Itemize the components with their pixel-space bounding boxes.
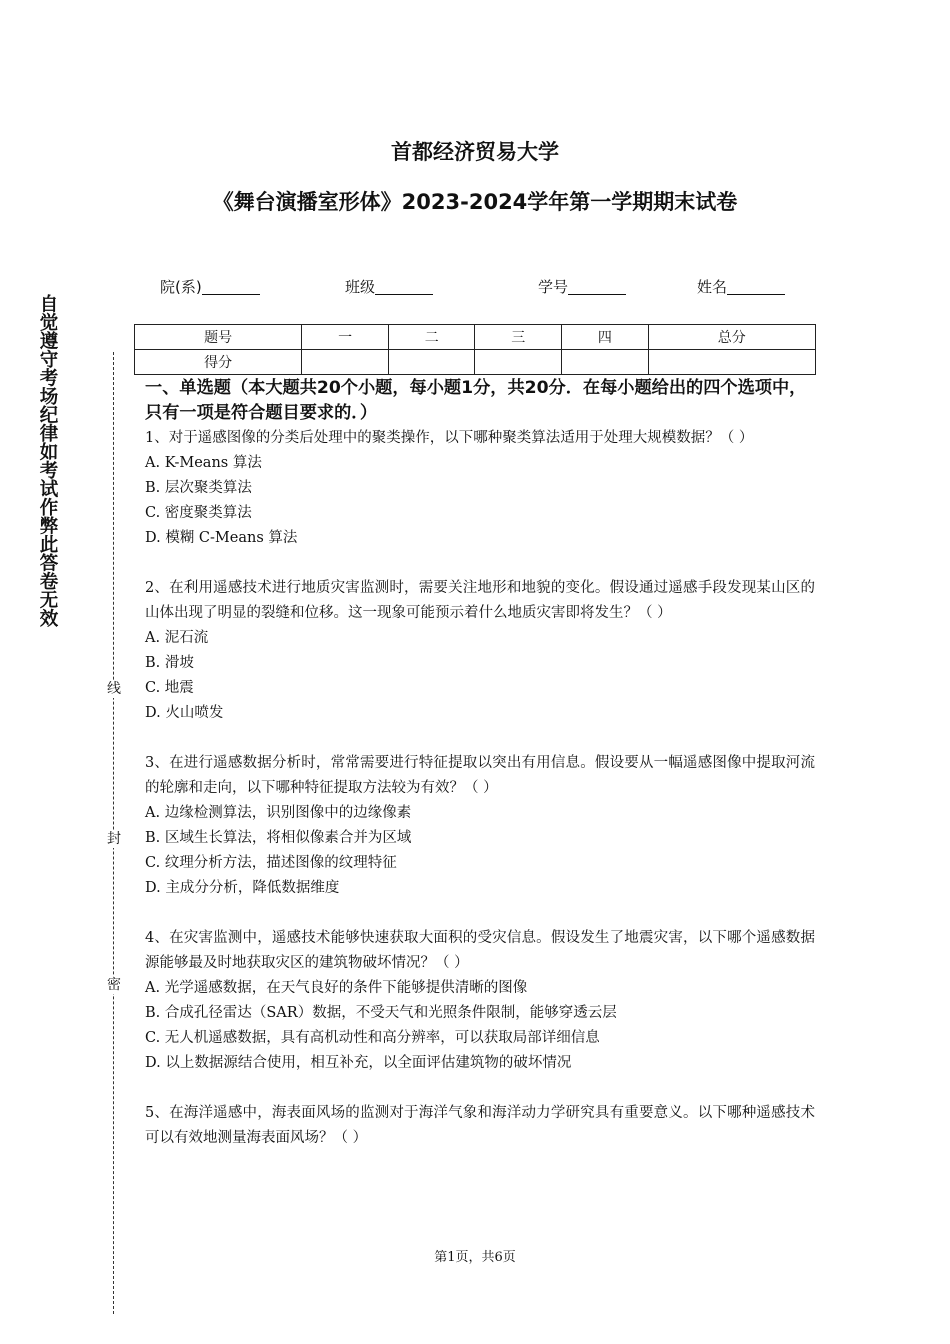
question-4 xyxy=(145,926,815,1076)
exam-content xyxy=(145,376,815,1151)
question-stem: 2、在利用遥感技术进行地质灾害监测时，需要关注地形和地貌的变化。假设通过遥感手段发现某山区的山体出现了明显的裂缝和位移。这一现象可能预示着什么地质灾害即将发生？（ ） xyxy=(145,580,815,621)
score-cell xyxy=(388,350,475,375)
question-stem: 3、在进行遥感数据分析时，常常需要进行特征提取以突出有用信息。假设要从一幅遥感图像中提取河流的轮廓和走向，以下哪种特征提取方法较为有效？（ ） xyxy=(145,755,815,796)
score-table-header: 二 xyxy=(388,325,475,350)
question-spacer xyxy=(145,901,815,926)
question-stem: 4、在灾害监测中，遥感技术能够快速获取大面积的受灾信息。假设发生了地震灾害，以下哪个遥感数据源能够最及时地获取灾区的建筑物破坏情况？（ ） xyxy=(145,930,815,971)
exam-title: 《舞台演播室形体》2023-2024学年第一学期期末试卷 xyxy=(212,190,738,214)
score-table-header: 三 xyxy=(475,325,562,350)
student-id-field xyxy=(538,276,626,297)
score-table-header: 四 xyxy=(562,325,649,350)
option-b[interactable]: B. 合成孔径雷达（SAR）数据，不受天气和光照条件限制，能够穿透云层 xyxy=(145,1005,617,1021)
seal-seal-char: 封 xyxy=(107,831,121,847)
question-spacer xyxy=(145,1076,815,1101)
score-table-header: 题号 xyxy=(135,325,302,350)
university-name: 首都经济贸易大学 xyxy=(391,140,559,164)
name-blank xyxy=(727,278,785,295)
option-d[interactable]: D. 以上数据源结合使用，相互补充，以全面评估建筑物的破坏情况 xyxy=(145,1055,572,1071)
seal-line-char: 线 xyxy=(107,681,121,697)
seal-secret-char: 密 xyxy=(107,977,121,993)
class-label: 班级 xyxy=(345,278,376,296)
page-number: 第1页，共6页 xyxy=(434,1250,516,1265)
student-info-row xyxy=(0,276,950,300)
question-stem: 5、在海洋遥感中，海表面风场的监测对于海洋气象和海洋动力学研究具有重要意义。以下哪种遥感技术可以有效地测量海表面风场？（ ） xyxy=(145,1105,815,1146)
score-table-header: 总分 xyxy=(648,325,815,350)
option-a[interactable]: A. 边缘检测算法，识别图像中的边缘像素 xyxy=(145,805,412,821)
option-a[interactable]: A. K-Means 算法 xyxy=(145,455,262,471)
option-b[interactable]: B. 层次聚类算法 xyxy=(145,480,252,496)
question-3 xyxy=(145,751,815,901)
option-b[interactable]: B. 区域生长算法，将相似像素合并为区域 xyxy=(145,830,412,846)
department-label: 院(系) xyxy=(160,278,202,296)
option-c[interactable]: C. 密度聚类算法 xyxy=(145,505,252,521)
class-blank xyxy=(375,278,433,295)
exam-discipline-notice: 自觉遵守考场纪律如考试作弊此答卷无效 xyxy=(37,294,58,627)
question-5 xyxy=(145,1101,815,1151)
student-id-label: 学号 xyxy=(538,278,569,296)
option-c[interactable]: C. 地震 xyxy=(145,680,194,696)
question-stem: 1、对于遥感图像的分类后处理中的聚类操作，以下哪种聚类算法适用于处理大规模数据？（ ） xyxy=(145,430,754,446)
option-c[interactable]: C. 纹理分析方法，描述图像的纹理特征 xyxy=(145,855,397,871)
score-cell xyxy=(648,350,815,375)
score-cell xyxy=(302,350,389,375)
score-table-header: 一 xyxy=(302,325,389,350)
question-spacer xyxy=(145,726,815,751)
option-a[interactable]: A. 光学遥感数据，在天气良好的条件下能够提供清晰的图像 xyxy=(145,980,528,996)
option-d[interactable]: D. 模糊 C-Means 算法 xyxy=(145,530,298,546)
section-header: 一、单选题（本大题共20个小题，每小题1分，共20分．在每小题给出的四个选项中，只有一项是符合题目要求的．） xyxy=(145,378,807,423)
department-field xyxy=(160,276,260,297)
option-d[interactable]: D. 火山喷发 xyxy=(145,705,224,721)
option-d[interactable]: D. 主成分分析，降低数据维度 xyxy=(145,880,340,896)
score-table-score-row xyxy=(135,350,816,375)
question-1 xyxy=(145,426,815,551)
score-table xyxy=(134,324,816,375)
option-c[interactable]: C. 无人机遥感数据，具有高机动性和高分辨率，可以获取局部详细信息 xyxy=(145,1030,600,1046)
option-a[interactable]: A. 泥石流 xyxy=(145,630,209,646)
score-cell xyxy=(562,350,649,375)
option-b[interactable]: B. 滑坡 xyxy=(145,655,194,671)
name-field xyxy=(697,276,785,297)
student-id-blank xyxy=(568,278,626,295)
score-table-header-row xyxy=(135,325,816,350)
score-row-label: 得分 xyxy=(135,350,302,375)
question-2 xyxy=(145,576,815,726)
class-field xyxy=(345,276,433,297)
question-spacer xyxy=(145,551,815,576)
score-cell xyxy=(475,350,562,375)
department-blank xyxy=(202,278,260,295)
name-label: 姓名 xyxy=(697,278,728,296)
